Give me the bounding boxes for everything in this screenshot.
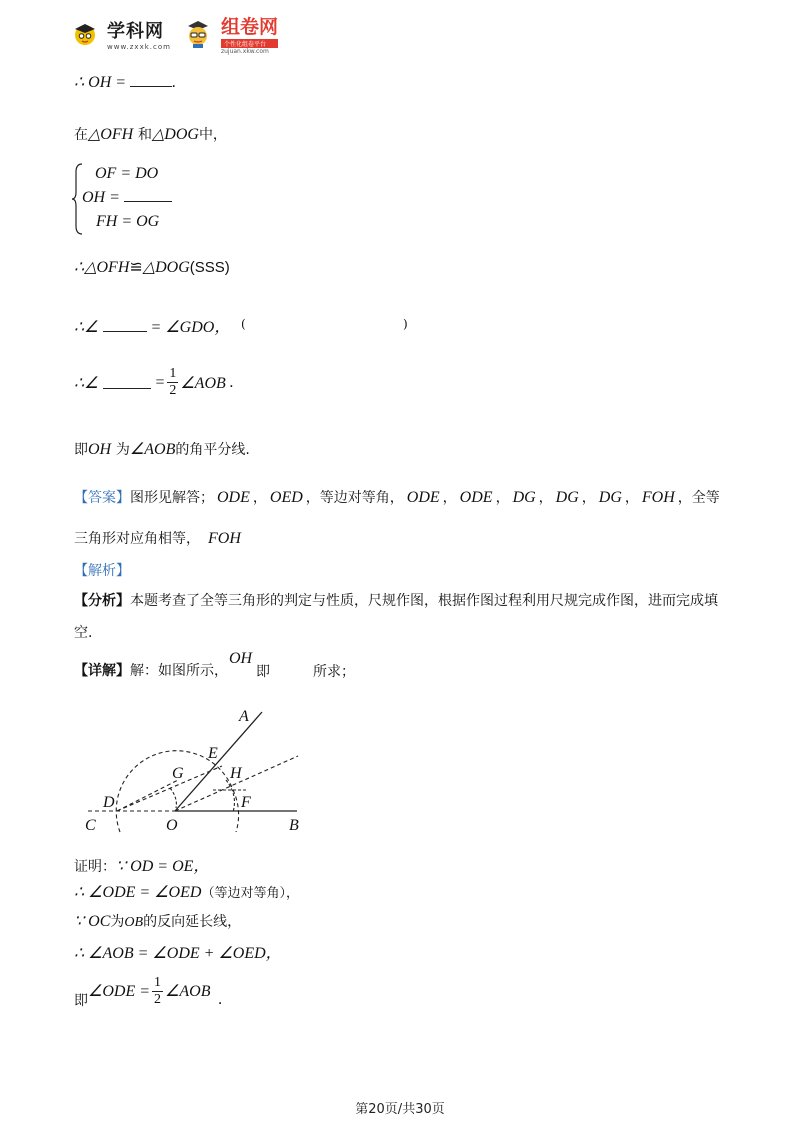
zujuanwang-logo-text: 组卷网 xyxy=(220,16,278,38)
text-reverse-extension: 的反向延长线， xyxy=(143,914,242,930)
od-equals-oe: ∵ OD = OE， xyxy=(116,858,210,875)
triangle-dog: △DOG xyxy=(151,126,199,143)
text-zhong: 中， xyxy=(198,127,227,143)
answer-math-term: DG xyxy=(555,489,579,506)
detail-text-1: 解：如图所示， xyxy=(130,663,228,679)
answer-text: ，全等 xyxy=(677,490,720,506)
fenxi-tag: 【分析】 xyxy=(74,593,130,609)
detail-math-oh: OH xyxy=(229,650,253,667)
proof2-line-2 xyxy=(74,882,299,902)
label-o: O xyxy=(166,817,178,834)
system-line-1: OF = DO xyxy=(95,165,159,182)
dashed-segment-de xyxy=(117,766,222,811)
system-line-2-lhs: OH = xyxy=(82,189,120,206)
proof2-line-5 xyxy=(74,972,222,1010)
label-e: E xyxy=(208,745,218,762)
fraction-one-half xyxy=(152,975,163,1008)
triangle-ofh: △OFH xyxy=(88,126,134,143)
label-g: G xyxy=(172,765,184,782)
analysis-fenxi-line-2: 空. xyxy=(74,625,93,641)
triangle-dog: △DOG xyxy=(142,259,190,276)
angle-prefix: ∴∠ xyxy=(74,374,99,392)
answer-text: ， xyxy=(581,490,596,506)
triangle-ofh: △OFH xyxy=(84,259,130,276)
answer-intro: 图形见解答； xyxy=(130,490,214,506)
label-a: A xyxy=(239,708,249,725)
answer-math-term: OED xyxy=(269,489,303,506)
oh-end: . xyxy=(172,74,177,91)
angle-prefix: ∴∠ xyxy=(74,319,99,336)
answer-math-term: DG xyxy=(512,489,536,506)
page-number: 第20页/共30页 xyxy=(355,1102,445,1117)
detail-text-suoqiu: 所求； xyxy=(313,664,355,680)
answer-math-term: ODE xyxy=(217,489,250,506)
segment-ob: OB xyxy=(124,915,144,930)
text-ji: 即 xyxy=(74,993,88,1009)
text-ji: 即 xyxy=(74,442,88,458)
text-bisector: 的角平分线. xyxy=(175,442,250,458)
answer-math-term: ODE xyxy=(406,489,440,506)
proof2-line-1 xyxy=(74,853,209,876)
label-f: F xyxy=(241,794,251,811)
sss-reason: (SSS) xyxy=(189,259,230,276)
label-d: D xyxy=(103,794,115,811)
segment-oh: OH xyxy=(88,441,112,458)
zujuanwang-url: zujuan.xkw.com xyxy=(220,48,269,55)
congruent-symbol: ≌ xyxy=(129,259,143,276)
answer-math-term: DG xyxy=(598,489,622,506)
period: . xyxy=(229,373,234,391)
zujuanwang-tagline: 个性化组卷平台 xyxy=(221,39,278,48)
text-wei: 为 xyxy=(110,914,125,930)
detail-tag: 【详解】 xyxy=(74,663,130,679)
answer-text: ， xyxy=(624,490,639,506)
angle-gdo-rhs: = ∠GDO， xyxy=(150,319,231,336)
answer-line-2-math: FOH xyxy=(208,530,241,547)
text-wei: 为 xyxy=(115,442,130,458)
answer-tag: 【答案】 xyxy=(74,490,130,506)
fraction-denominator: 2 xyxy=(154,991,162,1007)
dashed-arc-g xyxy=(170,788,176,808)
angle-ode-equals-oed: ∴ ∠ODE = ∠OED xyxy=(74,884,202,901)
label-b: B xyxy=(289,817,299,834)
system-line-3: FH = OG xyxy=(96,213,160,230)
proof2-line-3 xyxy=(74,911,241,931)
analysis-tag: 【解析】 xyxy=(74,563,130,579)
answer-text: ， xyxy=(538,490,553,506)
therefore-symbol: ∴ xyxy=(74,259,85,276)
fraction-numerator: 1 xyxy=(169,366,177,381)
angle-aob: ∠AOB xyxy=(129,441,176,458)
label-c: C xyxy=(85,817,96,834)
text-he: 和 xyxy=(137,127,152,143)
angle-aob: ∠AOB xyxy=(165,983,211,1000)
xuekewang-logo-text: 学科网 xyxy=(107,20,164,42)
fraction-denominator: 2 xyxy=(169,383,177,398)
angle-ode-lhs: ∠ODE = xyxy=(88,983,151,1000)
label-h: H xyxy=(230,765,242,782)
fenxi-text: 本题考查了全等三角形的判定与性质，尺规作图，根据作图过程利用尺规完成作图，进而完成填 xyxy=(130,593,718,609)
reason-paren-close: ) xyxy=(403,317,408,331)
proof-label: 证明： xyxy=(74,859,116,875)
text-zai: 在 xyxy=(74,127,88,143)
oh-lhs: ∴ OH = xyxy=(74,74,127,91)
answer-text: ， xyxy=(252,490,267,506)
dashed-segment-dg xyxy=(117,780,178,811)
answer-line-2-text: 三角形对应角相等， xyxy=(74,531,200,547)
angle-aob: ∠AOB xyxy=(180,374,226,392)
answer-text: ，等边对等角， xyxy=(305,490,404,506)
period: . xyxy=(218,991,223,1008)
answer-math-term: ODE xyxy=(459,489,493,506)
equals-sign: = xyxy=(154,373,166,391)
reason-paren-open: ( xyxy=(241,317,246,331)
reason-equal-sides: （等边对等角）， xyxy=(201,886,299,901)
answer-text: ， xyxy=(442,490,457,506)
segment-oc: ∵ OC xyxy=(74,913,111,930)
answer-math-term: FOH xyxy=(641,489,675,506)
answer-text: ， xyxy=(495,490,510,506)
proof2-line-4: ∴ ∠AOB = ∠ODE + ∠OED， xyxy=(74,945,282,962)
xuekewang-url: www.zxxk.com xyxy=(107,42,171,51)
detail-text-ji: 即 xyxy=(256,664,270,680)
fraction-numerator: 1 xyxy=(154,974,162,990)
